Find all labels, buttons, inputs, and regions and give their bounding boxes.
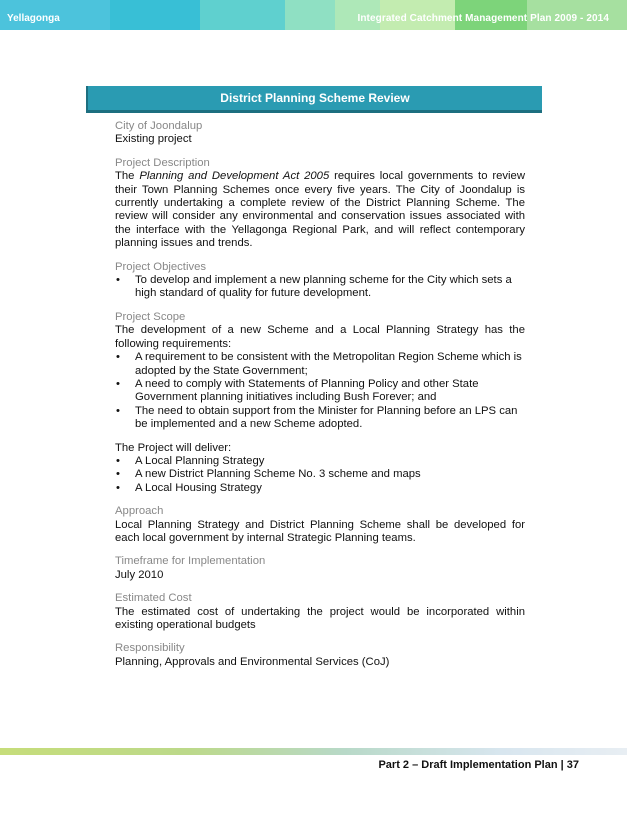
- section-title: District Planning Scheme Review: [220, 91, 410, 105]
- description-text: [115, 170, 525, 250]
- list-item-text: The need to obtain support from the Minister for Planning before an LPS can be implemented and a new Scheme adopted.: [135, 404, 518, 431]
- approach-heading: Approach: [115, 505, 164, 518]
- responsibility-section: [115, 642, 525, 669]
- list-item-text: A need to comply with Statements of Planning Policy and other State Government planning initiatives including Bush Forever; and: [135, 377, 479, 404]
- approach-section: [115, 505, 525, 545]
- header-band-segment: [285, 0, 335, 30]
- org-heading: City of Joondalup: [115, 120, 203, 132]
- page-footer: Part 2 – Draft Implementation Plan | 37: [378, 759, 579, 771]
- bullet-icon: •: [116, 468, 120, 481]
- scope-section: [115, 311, 525, 495]
- org-text: Existing project: [115, 133, 192, 146]
- timeframe-heading: Timeframe for Implementation: [115, 555, 266, 568]
- description-text-prefix: The: [115, 170, 140, 183]
- list-item: [115, 274, 525, 301]
- section-title-bar: [86, 86, 542, 113]
- timeframe-text: July 2010: [115, 568, 164, 581]
- scope-heading: Project Scope: [115, 310, 186, 323]
- bullet-icon: •: [116, 377, 120, 390]
- header-right-label: Integrated Catchment Management Plan 2009 - 2014: [357, 13, 609, 24]
- deliverables-list: [115, 455, 525, 495]
- objectives-heading: Project Objectives: [115, 260, 207, 273]
- deliver-intro: The Project will deliver:: [115, 441, 232, 454]
- list-item: [115, 482, 525, 495]
- list-item-text: To develop and implement a new planning scheme for the City which sets a high standard of quality for future development.: [135, 274, 512, 300]
- list-item: [115, 455, 525, 468]
- list-item-text: A requirement to be consistent with the Metropolitan Region Scheme which is adopted by the State Government;: [135, 351, 522, 377]
- timeframe-section: [115, 555, 525, 582]
- approach-text: Local Planning Strategy and District Planning Scheme shall be developed for each local government by internal Strategic Planning teams.: [115, 518, 525, 544]
- responsibility-heading: Responsibility: [115, 642, 185, 655]
- bullet-icon: •: [116, 404, 120, 417]
- list-item: [115, 468, 525, 481]
- bullet-icon: •: [116, 351, 120, 364]
- bullet-icon: •: [116, 454, 120, 467]
- list-item-text: A Local Housing Strategy: [135, 481, 262, 494]
- cost-text: The estimated cost of undertaking the project would be incorporated within existing operational budgets: [115, 605, 525, 631]
- cost-section: [115, 592, 525, 632]
- footer-band: [0, 748, 627, 755]
- list-item-text: A Local Planning Strategy: [135, 454, 265, 467]
- bullet-icon: •: [116, 274, 120, 287]
- responsibility-text: Planning, Approvals and Environmental Services (CoJ): [115, 655, 390, 668]
- header-band-segment: [110, 0, 200, 30]
- objectives-list: [115, 274, 525, 301]
- description-text-rest: requires local governments to review their Town Planning Schemes once every five years. The City of Joondalup is currently undertaking a complete review of the District Planning Scheme. The review will consider any environmental and conservation issues associated with the interface with the Yellagonga Regional Park, and will reflect contemporary planning issues and trends.: [115, 170, 525, 250]
- scope-intro: The development of a new Scheme and a Local Planning Strategy has the following requirements:: [115, 324, 525, 350]
- org-section: [115, 120, 525, 147]
- objectives-section: [115, 261, 525, 301]
- cost-heading: Estimated Cost: [115, 592, 192, 605]
- list-item-text: A new District Planning Scheme No. 3 scheme and maps: [135, 468, 421, 481]
- bullet-icon: •: [116, 481, 120, 494]
- list-item: [115, 378, 525, 405]
- description-section: [115, 157, 525, 251]
- description-heading: Project Description: [115, 156, 210, 169]
- header-band-segment: [200, 0, 285, 30]
- scope-requirements-list: [115, 351, 525, 431]
- description-act-name: Planning and Development Act 2005: [139, 170, 330, 183]
- list-item: [115, 351, 525, 378]
- document-body: [115, 120, 525, 669]
- header-left-label: Yellagonga: [7, 13, 60, 24]
- list-item: [115, 405, 525, 432]
